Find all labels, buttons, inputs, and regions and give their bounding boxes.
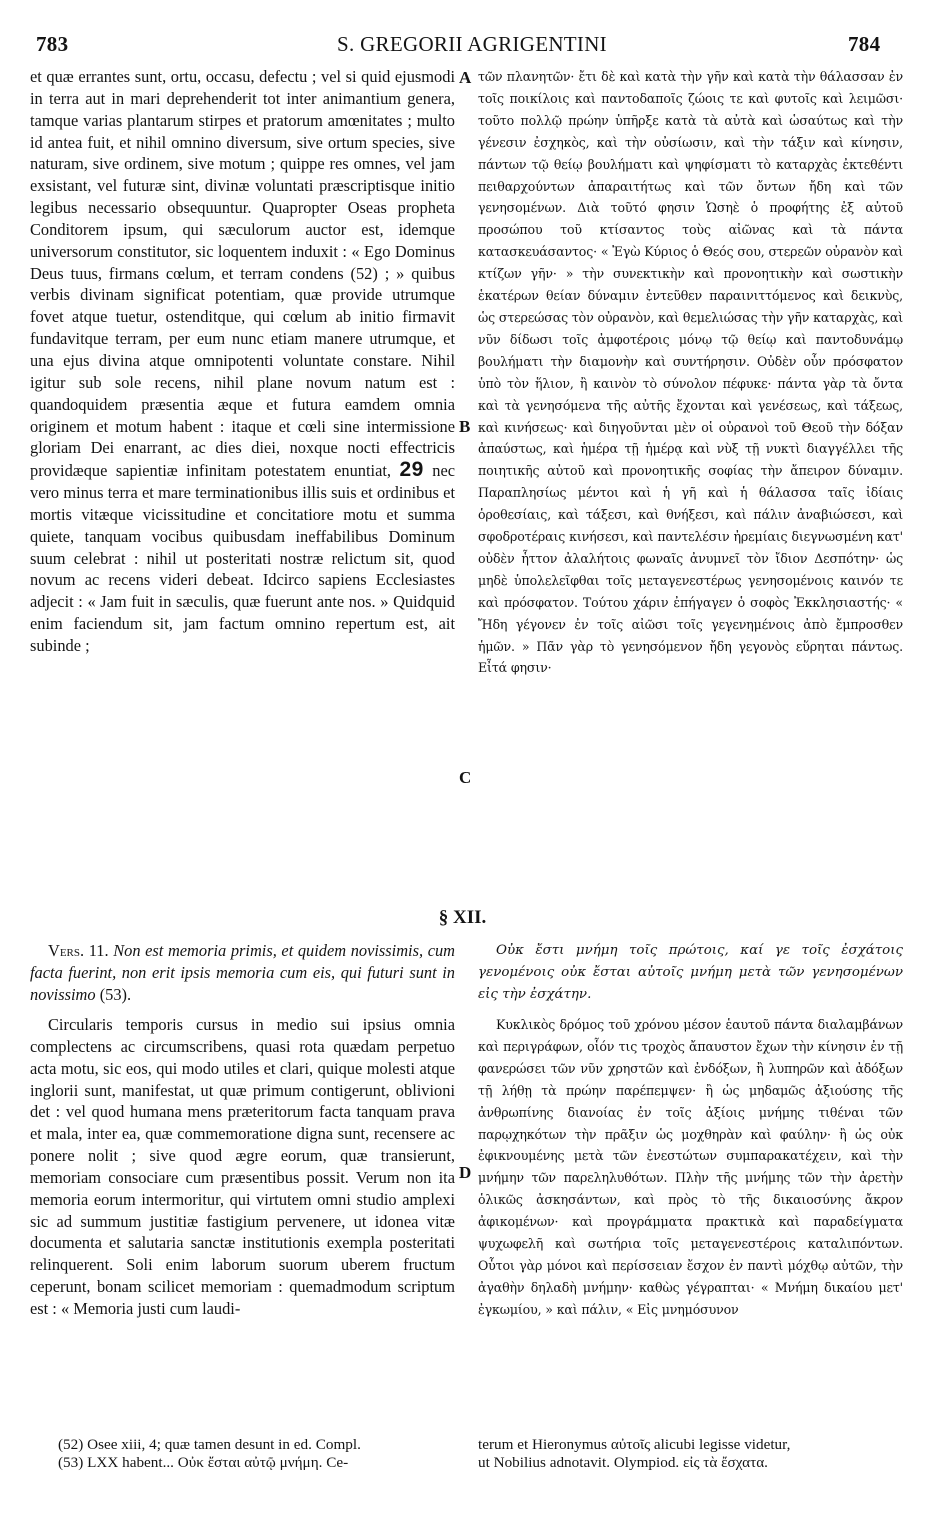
section-title: § XII. <box>438 907 487 928</box>
latin-paragraph-lower: Circularis temporis cursus in medio sui ipsius omnia complectens ac circumscribens, quasi rota quædam perpetuo acta motu, sic eos, qui modo utiles et clari, quique molesti atque inglorii sunt, manifestat, ut quæ primum contigerunt, oblivioni det : vel quod humana mens præteritorum facta tanquam prava et mala, inter ea, quæ commemoratione digna sunt, recensere ac ponere nolit ; sive quod ægre eorum, quæ transierunt, memoriam consociare cum præsentibus possit. Verum non ita memoria eorum intermoritur, qui virtutem omni studio amplexi sic ad summum justitiæ fastigium pervenere, ut idonea vitæ documenta et salutaria sanctæ institutionis exempla posteritati relinquerent. Soli enim laborum suorum uberem fructum ceperunt, bonam scilicet memoriam : quemadmodum scriptum est : « Memoria justi cum laudi- <box>30 1015 455 1318</box>
page-header <box>0 32 925 62</box>
footnotes-right <box>478 1436 903 1472</box>
page-number-right: 784 <box>848 32 881 56</box>
footnotes-left <box>58 1436 458 1472</box>
greek-paragraph-lower: Κυκλικὸς δρόμος τοῦ χρόνου μέσον ἑαυτοῦ πάντα διαλαμβάνων καὶ περιγράφων, οἷόν τις τροχὸς ἄπαυστον ἔχων τὴν κίνησιν ἐν τῇ φανερώσει τῶν νῦν χρηστῶν καὶ ἐνδόξων, ἢ λυπηρῶν καὶ ἀδόξων τῇ λήθῃ τὰ πρώην παρέπεμψεν· ἢ ὡς μηδαμῶς ἀξιούσης τῆς ἀνθρωπίνης διανοίας ἐν τοῖς ἀξίοις μνήμης τιθέναι τῶν παρῳχηκότων τὴν πρᾶξιν ὡς μοχθηρὰν καὶ φαύλην· ἢ ὡς οὐκ ἐφικνουμένης μετὰ τῶν ἐνεστώτων συμπαρακατέχειν, καὶ τὴν μνήμην τῶν παρεληλυθότων. Πλὴν τῆς μνήμης τῶν τὴν ἀρετὴν ὁλικῶς ἀσκησάντων, καὶ πρὸς τὸ τῆς δικαιοσύνης ἄκρον ἀφικομένων· καὶ προγράμματα πρακτικὰ καὶ παραδείγματα ψυχωφελῆ καὶ σωτήρια τοῖς μεταγενεστέροις καταλιπόντων. Οὗτοι γὰρ μόνοι καὶ περίσσειαν ἔσχον ἐν παντὶ μόχθῳ αὐτῶν, τὴν ἀγαθὴν δηλαδὴ μνήμην· καθὼς γέγραπται· « Μνήμη δικαίου μετ' ἐγκωμίου, » καὶ πάλιν, « Εἰς μνημόσυνον <box>478 1017 903 1317</box>
column-number-29: 29 <box>399 458 424 482</box>
verse-label: Vers. <box>48 941 85 960</box>
latin-paragraph-upper <box>30 66 455 657</box>
greek-paragraph-upper: τῶν πλανητῶν· ἔτι δὲ καὶ κατὰ τὴν γῆν καὶ κατὰ τὴν θάλασσαν ἐν τοῖς ποικίλοις καὶ παντοδαποῖς ζώοις τε καὶ φυτοῖς καὶ λειμῶσι· τοῦτο πολλῷ πρώην ὑπῆρξε κατὰ τὰ αὐτὰ καὶ ὡσαύτως καὶ τὴν γένεσιν ἐσχηκὸς, καὶ τὴν οὐσίωσιν, καὶ τὴν τάξιν καὶ κίνησιν, πάντων τῷ θείῳ βουλήματι καὶ ψηφίσματι τὸ καταρχὰς ἐκτεθέντι πειθαρχούντων ἀπαραιτήτως καὶ τῶν ὄντων ἤδη καὶ τῶν γενησομένων. Διὰ τοῦτό φησιν Ὡσηὲ ὁ προφήτης ἐξ αὐτοῦ προσώπου τοῦ κτίσαντος τοὺς αἰῶνας καὶ τὰ πάντα κατασκευάσαντος· « Ἐγὼ Κύριος ὁ Θεός σου, στερεῶν οὐρανὸν καὶ κτίζων γῆν· » τὴν συνεκτικὴν καὶ προνοητικὴν καὶ σωστικὴν ἑκατέρων θείαν δύναμιν ἐντεῦθεν παραινιττόμενος καὶ δεικνὺς, ὡς στερεώσας τὸν οὐρανὸν, καὶ θεμελιώσας τὴν γῆν καταρχὰς, καὶ νῦν δίδωσι τοῖς ἀμφοτέροις μόνῳ τῷ θείῳ καὶ παντοδυνάμῳ βουλήματι τὴν διαμονὴν καὶ συντήρησιν. Οὐδὲν οὖν πρόσφατον ὑπὸ τὸν ἥλιον, ἢ καινὸν τὸ σύνολον πέφυκε· πάντα γὰρ τὰ ὄντα καὶ τὰ γενησόμενα τῆς αὐτῆς ἔχονται καὶ γενέσεως, καὶ τάξεως, καὶ κινήσεως· καὶ διηγοῦνται μὲν οἱ οὐρανοὶ τοῦ Θεοῦ τὴν δόξαν ἀπαύστως, καὶ ἡμέρα τῇ ἡμέρᾳ καὶ νὺξ τῇ νυκτὶ διαγγέλλει τῆς ποιητικῆς αὐτοῦ καὶ προνοητικῆς σοφίας τὴν ἄπειρον δύναμιν. Παραπλησίως μέντοι καὶ ἡ γῆ καὶ ἡ θάλασσα ταῖς ἰδίαις ὁροθεσίαις, καὶ τάξεσι, καὶ θνήξεσι, καὶ πάλιν ἀναβιώσεσι, καὶ σφοδροτέραις κινήσεσι, καὶ παντελέσιν ἠρεμίαις διεγνωσμένη κατ' οὐδὲν ἧττον ἀλαλήτοις φωναῖς ἀνυμνεῖ τὸν ἴδιον Δεσπότην· ὡς μηδὲ ὑπολελεῖφθαι τοῖς μεταγενεστέρως γενησομένοις καινόν τε καὶ πρόσφατον. Τούτου χάριν ἐπήγαγεν ὁ σοφὸς Ἐκκλησιαστής· « Ἤδη γέγονεν ἐν τοῖς αἰῶσι τοῖς γεγενημένοις ἀπὸ ἔμπροσθεν ἡμῶν. » Πᾶν γὰρ τὸ γενησόμενον ἤδη γεγονὸς εὕρηται πάντως. Εἶτά φησιν· <box>478 69 903 676</box>
greek-column-lower <box>478 1014 903 1430</box>
running-title: S. GREGORII AGRIGENTINI <box>337 32 607 56</box>
footnote-52: (52) Osee xiii, 4; quæ tamen desunt in ed. Compl. <box>58 1436 361 1453</box>
greek-column-upper <box>478 66 903 896</box>
column-marker-c: C <box>459 768 472 787</box>
footnote-continuation-line2: ut Nobilius adnotavit. Olympiod. εἰς τὰ ἔσχατα. <box>478 1454 768 1471</box>
column-marker-a: A <box>459 68 472 87</box>
footnote-53: (53) LXX habent... Οὐκ ἔσται αὐτῷ μνήμη. Ce- <box>58 1454 349 1471</box>
verse-greek-text: Οὐκ ἔστι μνήμη τοῖς πρώτοις, καί γε τοῖς ἐσχάτοις γενομένοις οὐκ ἔσται αὐτοῖς μνήμη μετὰ τῶν γενησομένων εἰς τὴν ἐσχάτην. <box>478 943 903 1002</box>
verse-latin-note: (53). <box>99 985 132 1004</box>
verse-latin <box>30 940 455 1010</box>
column-marker-d: D <box>459 1163 472 1182</box>
latin-text-part1: et quæ errantes sunt, ortu, occasu, defectu ; vel si quid ejusmodi in terra aut in mari deprehenderit tot inter animantium genera, tamque varias plantarum stirpes et pratorum amœnitates ; multo id antea fuit, et nihil omnino diversum, sive ortum species, sive naturam, sive ordinem, sive motum ; quippe res omnes, vel jam exsistant, vel futuræ sint, divinæ voluntati præscriptisque initio legibus necessario obsequuntur. Quapropter Oseas propheta Conditorem ipsum, qui sæculorum auctor est, idemque universorum constitutor, sic loquentem induxit : « Ego Dominus Deus tuus, firmans cœlum, et terram condens (52) ; » quibus verbis divinam significat potentiam, quæ provide utrumque fovet atque tuetur, ostenditque, qui cœlum ab initio firmavit fundavitque terram, per eum nunc etiam manere utrumque, et una ejus divina atque omnipotenti voluntate constare. Nihil igitur sub sole recens, nihil plane novum natum est : quandoquidem præsentia æque et futura eamdem omnia originem et motum habent : itaque et cœli sine intermissione gloriam Dei enarrant, ac dies diei, noxque nocti effectricis providæque sapientiæ infinitam potestatem enuntiat, <box>30 67 455 481</box>
page-number-left: 783 <box>36 32 69 56</box>
latin-column-lower <box>30 1014 455 1424</box>
verse-number: 11. <box>88 941 109 960</box>
latin-column-upper <box>30 66 455 856</box>
verse-latin-body: Non est memoria primis, et quidem novissimis, cum facta fuerint, non erit ipsis memoria cum eis, qui futuri sunt in novissimo <box>30 941 455 1004</box>
column-marker-b: B <box>459 417 471 436</box>
latin-text-part2: nec vero minus terra et mare terminationibus illis suis et ordinibus et mortis vitæque vicissitudine et concitatiore motu et summa quiete, tanquam vocibus quibusdam ineffabilibus Dominum suum celebrat : nihil ut posteritati nostræ relictum sit, quod novum ac recens videri debeat. Idcirco sapiens Ecclesiastes adjecit : « Jam fuit in sæculis, quæ fuerunt ante nos. » Quidquid enim faciendum sit, jam factum omnino repertum est, ait subinde ; <box>30 461 455 655</box>
footnote-continuation-line1: terum et Hieronymus αὐτοῖς alicubi legisse videtur, <box>478 1436 791 1453</box>
verse-latin-text <box>30 940 455 1006</box>
verse-greek <box>478 940 903 1010</box>
